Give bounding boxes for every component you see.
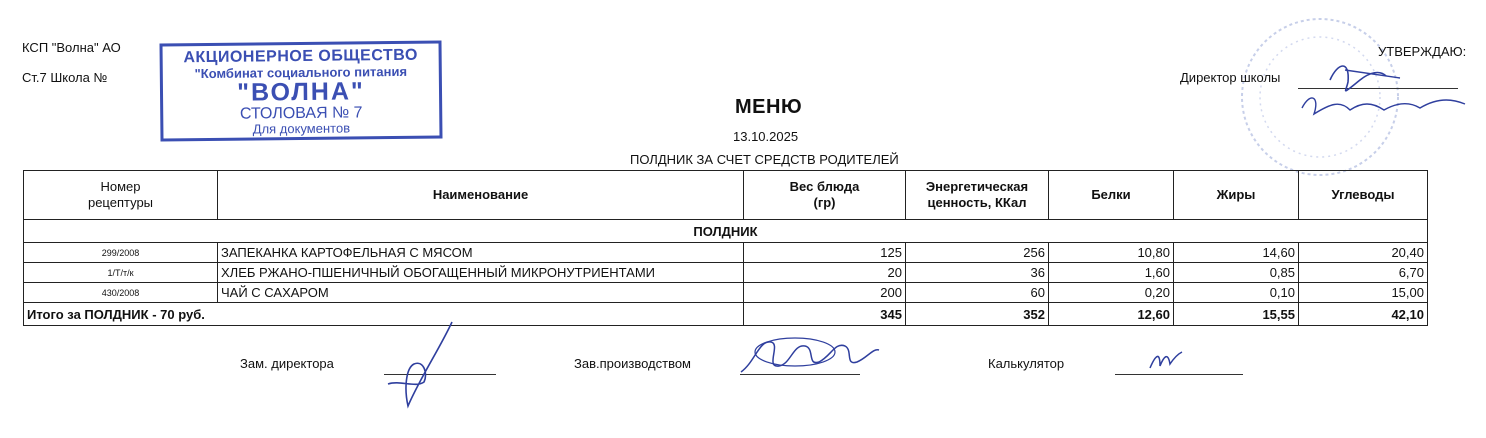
dish-name: ХЛЕБ РЖАНО-ПШЕНИЧНЫЙ ОБОГАЩЕННЫЙ МИКРОНУТРИЕНТАМИ	[218, 263, 744, 283]
header-fat: Жиры	[1174, 171, 1299, 220]
header-recipe-number-line2: рецептуры	[87, 195, 154, 210]
table-row	[24, 263, 1428, 283]
calculator-signature-line	[1115, 374, 1243, 375]
dish-name: ЗАПЕКАНКА КАРТОФЕЛЬНАЯ С МЯСОМ	[218, 243, 744, 263]
header-energy	[906, 171, 1049, 220]
director-signature-icon	[1290, 52, 1480, 127]
dish-energy: 60	[906, 283, 1049, 303]
total-protein: 12,60	[1049, 303, 1174, 326]
dish-fat: 0,10	[1174, 283, 1299, 303]
production-signature-icon	[735, 332, 885, 380]
table-header-row	[24, 171, 1428, 220]
school-name: Ст.7 Школа №	[22, 70, 108, 85]
dish-fat: 14,60	[1174, 243, 1299, 263]
total-fat: 15,55	[1174, 303, 1299, 326]
section-row	[24, 220, 1428, 243]
table-row	[24, 243, 1428, 263]
dish-protein: 10,80	[1049, 243, 1174, 263]
dish-fat: 0,85	[1174, 263, 1299, 283]
dish-protein: 1,60	[1049, 263, 1174, 283]
total-row	[24, 303, 1428, 326]
header-energy-line1: Энергетическая	[925, 179, 1029, 195]
stamp-line-4: СТОЛОВАЯ № 7	[239, 104, 363, 123]
menu-table	[23, 170, 1428, 326]
dish-protein: 0,20	[1049, 283, 1174, 303]
header-weight	[744, 171, 906, 220]
header-carbs: Углеводы	[1299, 171, 1428, 220]
recipe-code: 430/2008	[24, 283, 218, 303]
director-label: Директор школы	[1180, 70, 1281, 85]
header-weight-line2: (гр)	[813, 195, 836, 210]
stamp-line-5: Для документов	[252, 120, 351, 137]
header-name: Наименование	[218, 171, 744, 220]
organization-name: КСП "Волна" АО	[22, 40, 121, 55]
calculator-label: Калькулятор	[988, 356, 1065, 371]
deputy-signature-icon	[380, 318, 470, 413]
stamp-line-3: "ВОЛНА"	[237, 77, 365, 108]
dish-weight: 125	[744, 243, 906, 263]
deputy-director-label: Зам. директора	[240, 356, 334, 371]
stamp-line-2: "Комбинат социального питания	[194, 63, 408, 81]
dish-carbs: 20,40	[1299, 243, 1428, 263]
header-protein: Белки	[1049, 171, 1174, 220]
menu-subtitle: ПОЛДНИК ЗА СЧЕТ СРЕДСТВ РОДИТЕЛЕЙ	[630, 152, 899, 167]
header-recipe-number-line1: Номер	[100, 179, 141, 195]
dish-weight: 20	[744, 263, 906, 283]
dish-energy: 36	[906, 263, 1049, 283]
total-weight: 345	[744, 303, 906, 326]
production-head-label: Зав.производством	[574, 356, 691, 371]
header-energy-line2: ценность, ККал	[927, 195, 1027, 210]
header-recipe-number	[24, 171, 218, 220]
dish-energy: 256	[906, 243, 1049, 263]
header-weight-line1: Вес блюда	[789, 179, 860, 195]
table-row	[24, 283, 1428, 303]
total-label: Итого за ПОЛДНИК - 70 руб.	[24, 303, 744, 326]
approval-label: УТВЕРЖДАЮ:	[1378, 44, 1467, 59]
dish-carbs: 6,70	[1299, 263, 1428, 283]
menu-date: 13.10.2025	[733, 129, 799, 144]
dish-weight: 200	[744, 283, 906, 303]
total-carbs: 42,10	[1299, 303, 1428, 326]
dish-carbs: 15,00	[1299, 283, 1428, 303]
dish-name: ЧАЙ С САХАРОМ	[218, 283, 744, 303]
total-energy: 352	[906, 303, 1049, 326]
section-title: ПОЛДНИК	[24, 220, 1428, 243]
calculator-signature-icon	[1146, 346, 1186, 372]
page-title: МЕНЮ	[735, 96, 803, 118]
recipe-code: 299/2008	[24, 243, 218, 263]
recipe-code: 1/Т/т/к	[24, 263, 218, 283]
company-stamp	[159, 41, 442, 142]
stamp-line-1: АКЦИОНЕРНОЕ ОБЩЕСТВО	[183, 46, 418, 67]
